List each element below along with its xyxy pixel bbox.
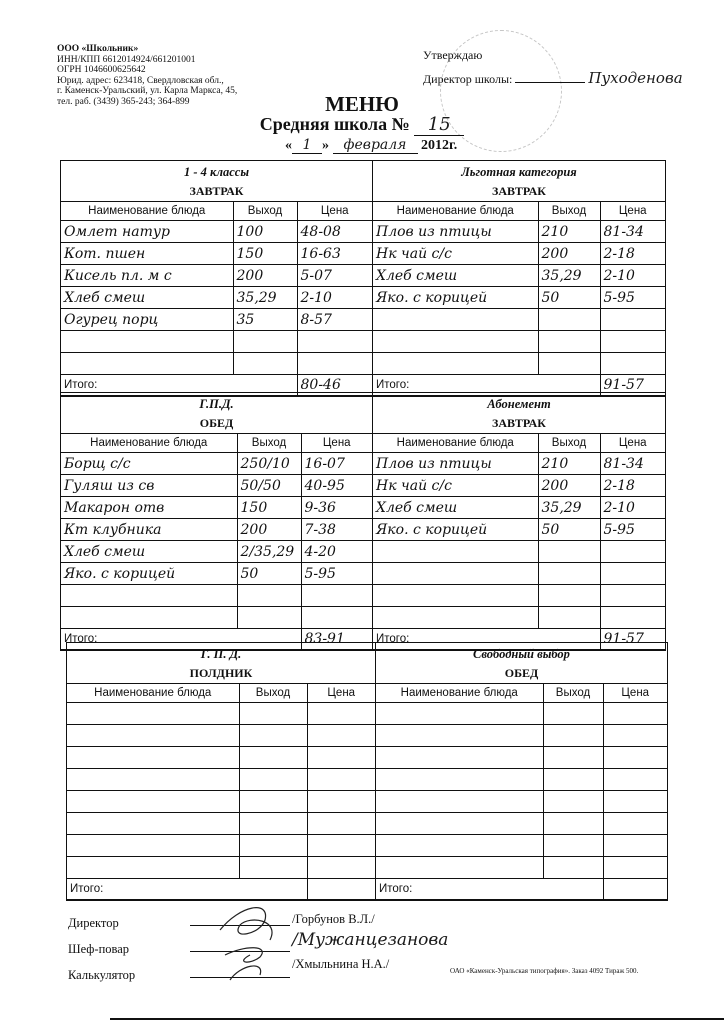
dish-output xyxy=(239,791,307,813)
dish-price: 2-10 xyxy=(600,497,665,519)
total-value: 91-57 xyxy=(600,629,665,650)
school-label: Средняя школа № xyxy=(259,114,410,134)
section-gpd-lunch xyxy=(60,392,373,651)
col-output: Выход xyxy=(237,434,301,453)
dish-name xyxy=(373,607,538,629)
director-signature-line xyxy=(515,82,585,83)
menu-table xyxy=(376,643,667,900)
dish-output xyxy=(233,353,297,375)
dish-name: Кот. пшен xyxy=(61,243,233,265)
dish-name: Яко. с корицей xyxy=(61,563,237,585)
dish-price: 8-57 xyxy=(297,309,372,331)
dish-output xyxy=(543,703,603,725)
dish-output xyxy=(233,331,297,353)
date-day: 1 xyxy=(292,137,322,154)
dish-name xyxy=(376,703,543,725)
dish-name xyxy=(67,769,239,791)
dish-name: Огурец порц xyxy=(61,309,233,331)
total-label: Итого: xyxy=(376,879,603,900)
menu-date: « 1 » февраля 2012г. xyxy=(285,137,458,153)
col-price: Цена xyxy=(603,684,667,703)
table-row xyxy=(61,607,372,629)
dish-output: 210 xyxy=(538,453,600,475)
dish-output: 2/35,29 xyxy=(237,541,301,563)
dish-name: Хлеб смеш xyxy=(373,265,538,287)
dish-output xyxy=(543,769,603,791)
dish-price xyxy=(600,331,665,353)
dish-name: Яко. с корицей xyxy=(373,519,538,541)
dish-output xyxy=(239,769,307,791)
dish-price xyxy=(307,835,375,857)
dish-output: 35 xyxy=(233,309,297,331)
col-name: Наименование блюда xyxy=(373,202,538,221)
dish-name xyxy=(376,747,543,769)
dish-name: Макарон отв xyxy=(61,497,237,519)
dish-output xyxy=(543,813,603,835)
dish-price xyxy=(603,857,667,879)
table-row xyxy=(373,265,665,287)
table-row xyxy=(376,703,667,725)
dish-price: 16-07 xyxy=(301,453,372,475)
dish-output xyxy=(239,835,307,857)
table-row xyxy=(373,585,665,607)
table-row xyxy=(61,309,372,331)
dish-output xyxy=(237,607,301,629)
dish-output xyxy=(538,585,600,607)
dish-output xyxy=(543,835,603,857)
total-label: Итого: xyxy=(373,629,600,650)
total-value xyxy=(307,879,375,900)
school-number: 15 xyxy=(414,114,464,136)
col-name: Наименование блюда xyxy=(373,434,538,453)
col-price: Цена xyxy=(600,434,665,453)
dish-name: Омлет натур xyxy=(61,221,233,243)
table-row xyxy=(376,747,667,769)
dish-name: Кисель пл. м с xyxy=(61,265,233,287)
dish-name xyxy=(373,309,538,331)
section-grades-1-4 xyxy=(60,160,373,397)
dish-price xyxy=(307,747,375,769)
table-row xyxy=(373,221,665,243)
table-row xyxy=(373,563,665,585)
dish-name xyxy=(376,725,543,747)
total-row xyxy=(376,879,667,900)
approval-label: Утверждаю xyxy=(423,48,483,62)
dish-price: 40-95 xyxy=(301,475,372,497)
dish-price xyxy=(600,585,665,607)
table-row xyxy=(61,541,372,563)
dish-output xyxy=(538,541,600,563)
dish-name xyxy=(61,353,233,375)
dish-output xyxy=(239,703,307,725)
dish-name: Плов из птицы xyxy=(373,453,538,475)
dish-price xyxy=(307,703,375,725)
dish-output xyxy=(239,725,307,747)
org-address-2: г. Каменск-Уральский, ул. Карла Маркса, 45, xyxy=(57,86,238,96)
dish-output xyxy=(538,331,600,353)
section-title: Абонемент xyxy=(487,397,551,411)
dish-name xyxy=(61,331,233,353)
section-subscription xyxy=(372,392,666,651)
table-row xyxy=(376,857,667,879)
dish-price xyxy=(600,541,665,563)
dish-name: Кт клубника xyxy=(61,519,237,541)
dish-name xyxy=(373,563,538,585)
section-subtitle: ЗАВТРАК xyxy=(189,184,244,198)
section-header xyxy=(373,393,665,434)
dish-price: 5-95 xyxy=(600,519,665,541)
dish-price xyxy=(600,353,665,375)
dish-name xyxy=(376,769,543,791)
dish-output: 150 xyxy=(233,243,297,265)
dish-price xyxy=(603,813,667,835)
table-row xyxy=(67,703,375,725)
dish-price: 9-36 xyxy=(301,497,372,519)
col-name: Наименование блюда xyxy=(61,202,233,221)
date-month: февраля xyxy=(333,137,418,154)
dish-price xyxy=(603,769,667,791)
table-row xyxy=(373,309,665,331)
dish-output xyxy=(538,353,600,375)
table-row xyxy=(376,835,667,857)
table-row xyxy=(61,453,372,475)
director-signature: Пуходенова xyxy=(588,69,683,87)
table-row xyxy=(373,331,665,353)
col-output: Выход xyxy=(538,434,600,453)
dish-name xyxy=(61,585,237,607)
section-header xyxy=(373,161,665,202)
name-chef: /Мужанцезанова xyxy=(292,930,449,950)
dish-output xyxy=(543,857,603,879)
dish-output xyxy=(538,607,600,629)
name-calculator: /Хмыльнина Н.А./ xyxy=(292,957,390,971)
section-title: Г.П.Д. xyxy=(199,397,234,411)
table-row xyxy=(67,791,375,813)
dish-price: 2-10 xyxy=(297,287,372,309)
dish-price xyxy=(297,331,372,353)
section-title: 1 - 4 классы xyxy=(183,165,250,179)
total-value xyxy=(603,879,667,900)
col-output: Выход xyxy=(538,202,600,221)
dish-name xyxy=(67,703,239,725)
dish-name xyxy=(373,541,538,563)
table-row xyxy=(373,607,665,629)
signature-roles xyxy=(68,910,135,988)
dish-output: 100 xyxy=(233,221,297,243)
total-label: Итого: xyxy=(67,879,307,900)
section-title: Свободный выбор xyxy=(473,647,570,661)
table-row xyxy=(376,791,667,813)
dish-name xyxy=(67,835,239,857)
dish-output xyxy=(538,309,600,331)
dish-output: 50 xyxy=(538,519,600,541)
org-ogrn: ОГРН 1046600625642 xyxy=(57,65,146,75)
table-row xyxy=(376,725,667,747)
dish-price: 2-18 xyxy=(600,243,665,265)
dish-name: Яко. с корицей xyxy=(373,287,538,309)
dish-output xyxy=(543,791,603,813)
col-name: Наименование блюда xyxy=(67,684,239,703)
dish-price xyxy=(307,813,375,835)
dish-name xyxy=(67,857,239,879)
total-label: Итого: xyxy=(61,375,297,396)
dish-name: Нк чай с/с xyxy=(373,243,538,265)
dish-price: 2-18 xyxy=(600,475,665,497)
dish-name xyxy=(67,791,239,813)
dish-price xyxy=(297,353,372,375)
role-chef: Шеф-повар xyxy=(68,942,130,956)
dish-output: 50 xyxy=(538,287,600,309)
dish-price: 48-08 xyxy=(297,221,372,243)
section-subtitle: ПОЛДНИК xyxy=(189,666,253,680)
col-price: Цена xyxy=(297,202,372,221)
date-year: 2012г. xyxy=(421,138,458,153)
org-address-1: Юрид. адрес: 623418, Свердловская обл., xyxy=(57,75,224,86)
col-price: Цена xyxy=(307,684,375,703)
dish-price xyxy=(603,747,667,769)
table-row xyxy=(373,475,665,497)
dish-output: 200 xyxy=(538,243,600,265)
table-row xyxy=(61,221,372,243)
section-subtitle: ЗАВТРАК xyxy=(491,416,546,430)
table-row xyxy=(61,519,372,541)
dish-price xyxy=(600,563,665,585)
section-subtitle: ОБЕД xyxy=(199,416,234,430)
section-gpd-snack xyxy=(66,642,376,901)
dish-output: 50/50 xyxy=(237,475,301,497)
table-row xyxy=(67,857,375,879)
dish-output: 200 xyxy=(233,265,297,287)
dish-output xyxy=(239,857,307,879)
col-price: Цена xyxy=(600,202,665,221)
total-value: 91-57 xyxy=(600,375,665,396)
dish-price xyxy=(301,585,372,607)
section-title: Льготная категория xyxy=(461,165,577,179)
dish-output: 150 xyxy=(237,497,301,519)
dish-price xyxy=(603,791,667,813)
table-row xyxy=(376,813,667,835)
dish-price xyxy=(600,309,665,331)
dish-name xyxy=(376,835,543,857)
printer-info: ОАО «Каменск-Уральская типография». Заказ 4092 Тираж 500. xyxy=(450,967,639,975)
dish-name xyxy=(67,747,239,769)
dish-output: 210 xyxy=(538,221,600,243)
dish-output: 200 xyxy=(237,519,301,541)
table-row xyxy=(61,287,372,309)
dish-output: 50 xyxy=(237,563,301,585)
col-output: Выход xyxy=(239,684,307,703)
table-row xyxy=(373,453,665,475)
dish-price: 5-95 xyxy=(600,287,665,309)
menu-table xyxy=(373,393,665,650)
section-header xyxy=(61,393,372,434)
dish-name: Плов из птицы xyxy=(373,221,538,243)
dish-price xyxy=(603,725,667,747)
dish-output xyxy=(538,563,600,585)
dish-price xyxy=(301,607,372,629)
dish-output xyxy=(239,747,307,769)
col-name: Наименование блюда xyxy=(61,434,237,453)
dish-name: Хлеб смеш xyxy=(61,287,233,309)
section-header xyxy=(376,643,667,684)
table-row xyxy=(61,265,372,287)
menu-table xyxy=(61,393,372,650)
section-subtitle: ЗАВТРАК xyxy=(491,184,546,198)
table-row xyxy=(373,243,665,265)
dish-name: Нк чай с/с xyxy=(373,475,538,497)
dish-name xyxy=(67,725,239,747)
dish-price: 4-20 xyxy=(301,541,372,563)
org-name: ООО «Школьник» xyxy=(57,44,139,54)
menu-table xyxy=(67,643,375,900)
signature-scribble xyxy=(210,895,290,985)
org-phone: тел. раб. (3439) 365-243; 364-899 xyxy=(57,96,190,107)
dish-name xyxy=(376,813,543,835)
director-line xyxy=(423,67,683,91)
dish-price xyxy=(307,769,375,791)
section-subtitle: ОБЕД xyxy=(504,666,539,680)
table-row xyxy=(67,725,375,747)
dish-price: 81-34 xyxy=(600,221,665,243)
table-row xyxy=(61,585,372,607)
table-row xyxy=(373,519,665,541)
dish-output xyxy=(237,585,301,607)
dish-name xyxy=(61,607,237,629)
table-row xyxy=(61,243,372,265)
menu-table xyxy=(61,161,372,396)
dish-output: 35,29 xyxy=(538,265,600,287)
director-label: Директор школы: xyxy=(423,72,513,86)
col-output: Выход xyxy=(233,202,297,221)
dish-output: 35,29 xyxy=(538,497,600,519)
page-title: МЕНЮ xyxy=(325,92,399,116)
total-label: Итого: xyxy=(373,375,600,396)
dish-name xyxy=(373,585,538,607)
dish-output: 200 xyxy=(538,475,600,497)
dish-name: Хлеб смеш xyxy=(373,497,538,519)
dish-name: Хлеб смеш xyxy=(61,541,237,563)
table-row xyxy=(67,813,375,835)
org-inn: ИНН/КПП 6612014924/661201001 xyxy=(57,54,196,65)
table-row xyxy=(373,497,665,519)
dish-name: Гуляш из св xyxy=(61,475,237,497)
dish-name xyxy=(67,813,239,835)
dish-output xyxy=(543,747,603,769)
section-header xyxy=(61,161,372,202)
dish-output: 35,29 xyxy=(233,287,297,309)
table-row xyxy=(61,331,372,353)
bottom-edge-line xyxy=(110,1018,724,1020)
dish-price: 5-95 xyxy=(301,563,372,585)
table-row xyxy=(67,769,375,791)
dish-price: 5-07 xyxy=(297,265,372,287)
section-title: Г. П. Д. xyxy=(200,647,242,661)
col-name: Наименование блюда xyxy=(376,684,543,703)
dish-price xyxy=(307,791,375,813)
dish-price xyxy=(600,607,665,629)
table-row xyxy=(373,287,665,309)
section-free-choice xyxy=(375,642,668,901)
dish-name: Борщ с/с xyxy=(61,453,237,475)
dish-name xyxy=(373,331,538,353)
table-row xyxy=(373,353,665,375)
table-row xyxy=(67,747,375,769)
dish-price xyxy=(603,835,667,857)
table-row xyxy=(61,475,372,497)
dish-name xyxy=(376,791,543,813)
table-row xyxy=(61,497,372,519)
dish-price xyxy=(307,857,375,879)
col-price: Цена xyxy=(301,434,372,453)
table-row xyxy=(376,769,667,791)
school-title xyxy=(0,114,724,136)
role-calculator: Калькулятор xyxy=(68,968,136,982)
table-row xyxy=(67,835,375,857)
table-row xyxy=(373,541,665,563)
dish-output: 250/10 xyxy=(237,453,301,475)
total-value: 80-46 xyxy=(297,375,372,396)
dish-price: 2-10 xyxy=(600,265,665,287)
dish-name xyxy=(373,353,538,375)
dish-price: 16-63 xyxy=(297,243,372,265)
section-privileged xyxy=(372,160,666,397)
table-row xyxy=(61,563,372,585)
total-value: 83-91 xyxy=(301,629,372,650)
dish-price: 81-34 xyxy=(600,453,665,475)
name-director: /Горбунов В.Л./ xyxy=(292,912,375,926)
approval-block xyxy=(423,44,683,91)
dish-price: 7-38 xyxy=(301,519,372,541)
dish-name xyxy=(376,857,543,879)
dish-price xyxy=(307,725,375,747)
menu-table xyxy=(373,161,665,396)
dish-output xyxy=(239,813,307,835)
dish-price xyxy=(603,703,667,725)
dish-output xyxy=(543,725,603,747)
role-director: Директор xyxy=(68,916,119,930)
section-header xyxy=(67,643,375,684)
table-row xyxy=(61,353,372,375)
col-output: Выход xyxy=(543,684,603,703)
total-label: Итого: xyxy=(61,629,301,650)
